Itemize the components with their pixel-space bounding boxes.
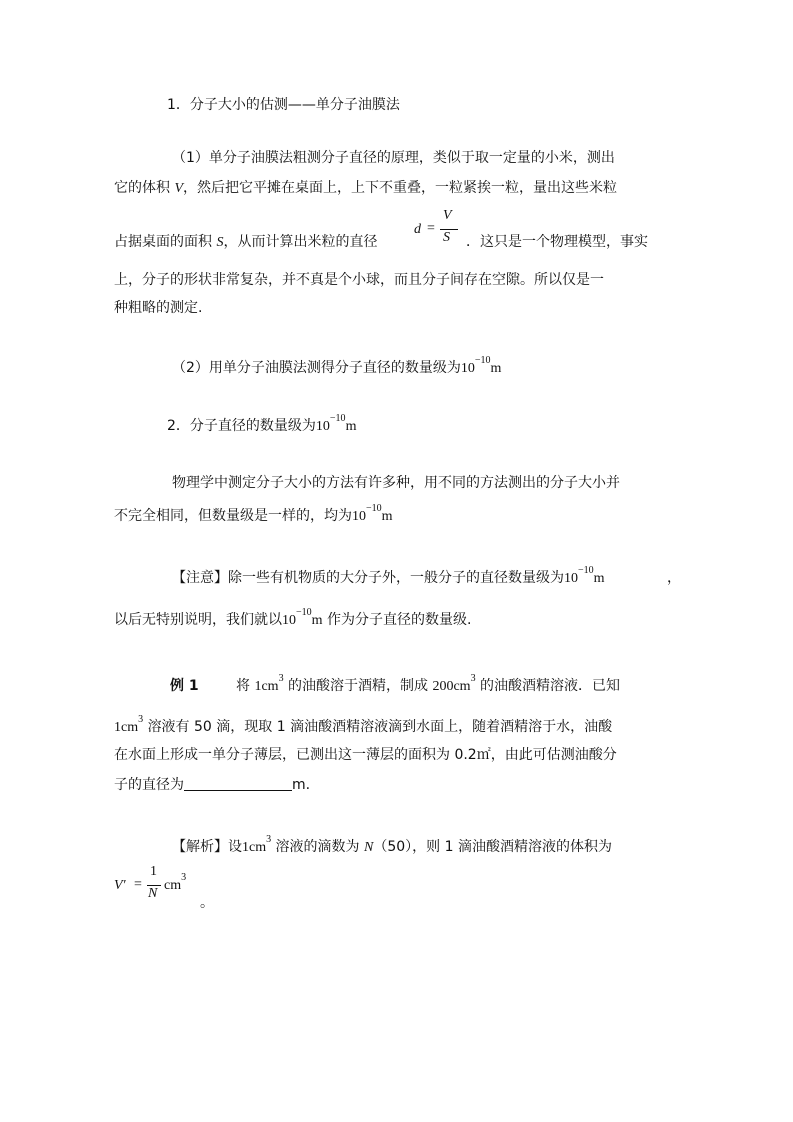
note-comma: ， (667, 570, 681, 586)
formula-vprime-eq: = (134, 877, 142, 892)
var-v: V (174, 181, 184, 196)
analysis-end: 。 (200, 895, 214, 911)
note-line-1: 【注意】除一些有机物质的大分子外，一般分子的直径数量级为$10^{-10}m$ (172, 565, 605, 586)
power-1: $10^{-10}m$ (460, 355, 502, 376)
volume-1cm3: $1cm^3$ (254, 673, 284, 694)
para-3-line-2: 不完全相同，但数量级是一样的，均为$10^{-10}m$ (114, 503, 393, 524)
answer-blank[interactable] (184, 776, 292, 791)
heading-1: 1．分子大小的估测——单分子油膜法 (167, 97, 400, 113)
volume-1cm3-b: $1cm^3$ (114, 714, 144, 735)
formula-d-denominator: S (443, 230, 450, 245)
power-5: $10^{-10}m$ (282, 607, 323, 628)
para-1-line-2: 它的体积 V，然后把它平摊在桌面上，上下不重叠，一粒紧挨一粒，量出这些米粒 (114, 180, 618, 196)
para-1-line-3b: ．这只是一个物理模型，事实 (466, 234, 648, 250)
para-1-line-4: 上，分子的形状非常复杂，并不真是个小球，而且分子间存在空隙。所以仅是一 (114, 272, 604, 288)
formula-diameter (414, 208, 464, 252)
formula-vprime-numerator: 1 (150, 864, 157, 879)
power-2: $10^{-10}m$ (315, 413, 357, 434)
para-3-line-1: 物理学中测定分子大小的方法有许多种，用不同的方法测出的分子大小并 (172, 475, 620, 491)
example-label: 例 1 (170, 678, 199, 694)
example-line-1: 例 1 将 $1cm^3$ 的油酸溶于酒精，制成 $200cm^3$ 的油酸酒精溶液．已知 (170, 673, 621, 694)
formula-drop-volume (114, 864, 204, 912)
formula-d-eq: = (427, 221, 435, 236)
power-4: $10^{-10}m$ (564, 565, 605, 586)
example-line-2: $1cm^3$ 溶液有 50 滴，现取 1 滴油酸酒精溶液滴到水面上，随着酒精溶于水，油酸 (114, 714, 613, 735)
var-s: S (216, 235, 224, 250)
para-1-line-1: （1）单分子油膜法粗测分子直径的原理，类似于取一定量的小米，测出 (172, 150, 615, 166)
formula-vprime-unit: $cm^3$ (164, 872, 187, 893)
example-line-4: 子的直径为 m. (114, 777, 311, 793)
formula-d-lhs: d (414, 222, 421, 237)
formula-vprime: V′ (114, 878, 126, 893)
volume-200cm3: $200cm^3$ (432, 673, 476, 694)
power-3: $10^{-10}m$ (352, 503, 393, 524)
note-line-2: 以后无特别说明，我们就以$10^{-10}m$ 作为分子直径的数量级. (114, 607, 472, 628)
para-2: （2）用单分子油膜法测得分子直径的数量级为$10^{-10}m$ (172, 355, 502, 376)
example-line-3: 在水面上形成一单分子薄层，已测出这一薄层的面积为 0.2㎡，由此可估测油酸分 (114, 747, 617, 763)
formula-vprime-denominator: N (148, 886, 158, 901)
para-1-line-3a: 占据桌面的面积 S，从而计算出米粒的直径 (114, 234, 378, 250)
formula-d-numerator: V (443, 208, 452, 223)
analysis-line-1: 【解析】设$1cm^3$ 溶液的滴数为 N（50），则 1 滴油酸酒精溶液的体积为 (172, 834, 612, 855)
var-n: N (364, 840, 374, 855)
heading-2: 2．分子直径的数量级为$10^{-10}m$ (167, 413, 357, 434)
volume-1cm3-c: $1cm^3$ (242, 834, 272, 855)
para-1-line-5: 种粗略的测定. (114, 300, 203, 316)
